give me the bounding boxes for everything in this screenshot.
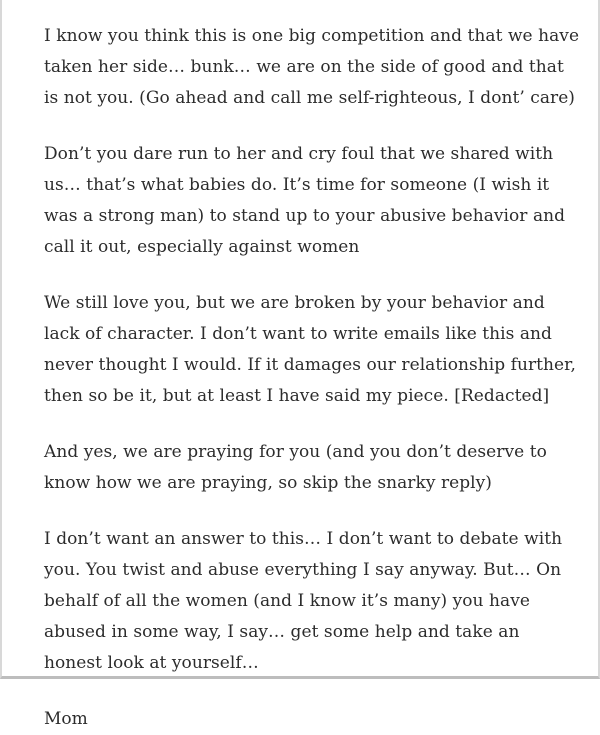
signature: Mom [44,709,88,729]
letter-paragraph-1: I know you think this is one big competition and that we have taken her side… bunk… we are on the side of good and that is not you. (Go ahead and call me self-righteous, I dont’ care) [44,26,580,108]
letter-paragraph-3: We still love you, but we are broken by your behavior and lack of character. I don’t want to write emails like this and never thought I would. If it damages our relationship further, then so be it, but at least I have said my piece. [Redacted] [44,293,576,406]
letter-paragraph-4: And yes, we are praying for you (and you don’t deserve to know how we are praying, so skip the snarky reply) [44,442,547,493]
letter-body [44,21,580,735]
letter-paragraph-5: I don’t want an answer to this… I don’t want to debate with you. You twist and abuse everything I say anyway. But… On behalf of all the women (and I know it’s many) you have abused in some way, I say… get some help and take an honest look at yourself… [44,529,563,673]
letter-paragraph-2: Don’t you dare run to her and cry foul that we shared with us… that’s what babies do. It’s time for someone (I wish it was a strong man) to stand up to your abusive behavior and call it out, especially against women [44,144,566,257]
